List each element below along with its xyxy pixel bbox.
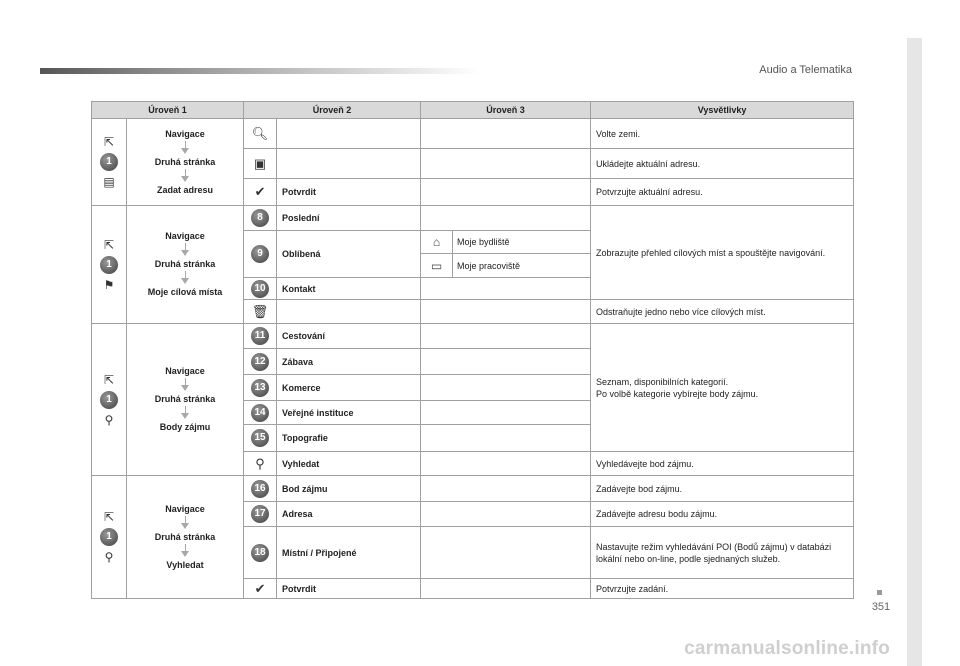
step-badge: 9	[251, 245, 269, 263]
step-badge: 13	[251, 379, 269, 397]
down-arrow-icon	[127, 270, 243, 287]
down-arrow-icon	[127, 405, 243, 422]
down-arrow-icon	[127, 140, 243, 157]
down-arrow-icon	[127, 543, 243, 560]
table-row: 17 Adresa Zadávejte adresu bodu zájmu.	[92, 502, 854, 527]
level1-path-cell: Navigace Druhá stránka Vyhledat	[127, 476, 244, 599]
step-badge: 1	[100, 256, 118, 274]
level1-path-cell: Navigace Druhá stránka Body zájmu	[127, 324, 244, 476]
navigation-arrow-icon: ⇱	[103, 510, 115, 524]
address-card-icon: ▤	[103, 175, 115, 189]
step-badge: 10	[251, 280, 269, 298]
level1-icons-cell	[92, 476, 127, 599]
table-row: ▣ Ukládejte aktuální adresu.	[92, 149, 854, 179]
step-badge: 8	[251, 209, 269, 227]
shared-description: Seznam, disponibilních kategorií. Po volbě kategorie vybírejte body zájmu.	[591, 324, 854, 452]
step-badge: 16	[251, 480, 269, 498]
step-badge: 15	[251, 429, 269, 447]
step-badge: 11	[251, 327, 269, 345]
check-icon: ✔	[254, 580, 266, 596]
table-row: 10 Kontakt	[92, 278, 854, 300]
trash-icon: 🗑︎	[251, 303, 269, 319]
table-row: 13 Komerce	[92, 375, 854, 401]
watermark: carmanualsonline.info	[684, 638, 890, 659]
navigation-arrow-icon: ⇱	[103, 372, 115, 387]
step-badge: 1	[100, 528, 118, 546]
table-row: ⇱ 1 ▤ Navigace Druhá stránka Zadat adresu 🔍︎ Volte zemi.	[92, 119, 854, 149]
table-row: ⇱ 1 ⚲ Navigace Druhá stránka Vyhledat 16 Bod zájmu Zadávejte bod zájmu.	[92, 476, 854, 502]
level1-path-cell: Navigace Druhá stránka Moje cílová místa	[127, 206, 244, 324]
destination-flag-icon: ⚑	[103, 277, 115, 292]
level1-icons-cell	[92, 324, 127, 476]
page-number: 351	[871, 601, 891, 613]
page-marker	[877, 590, 882, 595]
step-badge: 14	[251, 404, 269, 422]
table-row: ⇱ 1 ⚑ Navigace Druhá stránka Moje cílová místa 8 Poslední Zobrazujte přehled cílových míst a spouštějte navigování.	[92, 206, 854, 231]
header-level2: Úroveň 2	[244, 102, 421, 119]
level1-icons-cell	[92, 206, 127, 324]
home-icon: ⌂	[432, 235, 441, 249]
header-explanations: Vysvětlivky	[591, 102, 854, 119]
table-row: 14 Veřejné instituce	[92, 401, 854, 425]
level1-path-cell: Navigace Druhá stránka Zadat adresu	[127, 119, 244, 206]
section-title: Audio a Telematika	[759, 64, 852, 76]
table-row: ⚲ Vyhledat Vyhledávejte bod zájmu.	[92, 452, 854, 476]
table-row: 12 Zábava	[92, 349, 854, 375]
table-row: ✔ Potvrdit Potvrzujte aktuální adresu.	[92, 179, 854, 206]
table-row: ✔ Potvrdit Potvrzujte zadání.	[92, 579, 854, 599]
header-gradient-bar	[40, 68, 480, 74]
save-icon: ▣	[253, 155, 267, 171]
search-icon: ⚲	[255, 455, 265, 471]
down-arrow-icon	[127, 242, 243, 259]
table-row: 15 Topografie	[92, 425, 854, 452]
globe-search-icon: 🔍︎	[251, 125, 269, 141]
poi-search-icon: ⚲	[104, 550, 114, 564]
step-badge: 1	[100, 391, 118, 409]
poi-pin-icon: ⚲	[104, 412, 114, 427]
table-header-row	[92, 102, 854, 119]
briefcase-icon: ▭	[430, 258, 443, 273]
step-badge: 12	[251, 353, 269, 371]
down-arrow-icon	[127, 377, 243, 394]
step-badge: 18	[251, 544, 269, 562]
table-row: 9 Oblíbená ⌂ Moje bydliště	[92, 231, 854, 254]
navigation-arrow-icon: ⇱	[103, 135, 115, 149]
level1-icons-cell	[92, 119, 127, 206]
down-arrow-icon	[127, 515, 243, 532]
table-row: 🗑︎ Odstraňujte jedno nebo více cílových míst.	[92, 300, 854, 324]
check-icon: ✔	[254, 184, 266, 199]
side-strip	[907, 38, 922, 666]
step-badge: 1	[100, 153, 118, 171]
table-row: 18 Místní / Připojené Nastavujte režim vyhledávání POI (Bodů zájmu) v databázi lokální nebo on-line, podle sjednaných služeb.	[92, 527, 854, 579]
header-level3: Úroveň 3	[421, 102, 591, 119]
table-row: ⇱ 1 ⚲ Navigace Druhá stránka Body zájmu 11 Cestování Seznam, disponibilních kategorií. Po volbě kategorie vybírejte body zájmu.	[92, 324, 854, 349]
navigation-arrow-icon: ⇱	[103, 237, 115, 252]
menu-table	[91, 101, 854, 599]
down-arrow-icon	[127, 168, 243, 185]
table-row: ▭ Moje pracoviště	[92, 254, 854, 278]
header-level1: Úroveň 1	[92, 102, 244, 119]
step-badge: 17	[251, 505, 269, 523]
shared-description: Zobrazujte přehled cílových míst a spouštějte navigování.	[591, 206, 854, 300]
